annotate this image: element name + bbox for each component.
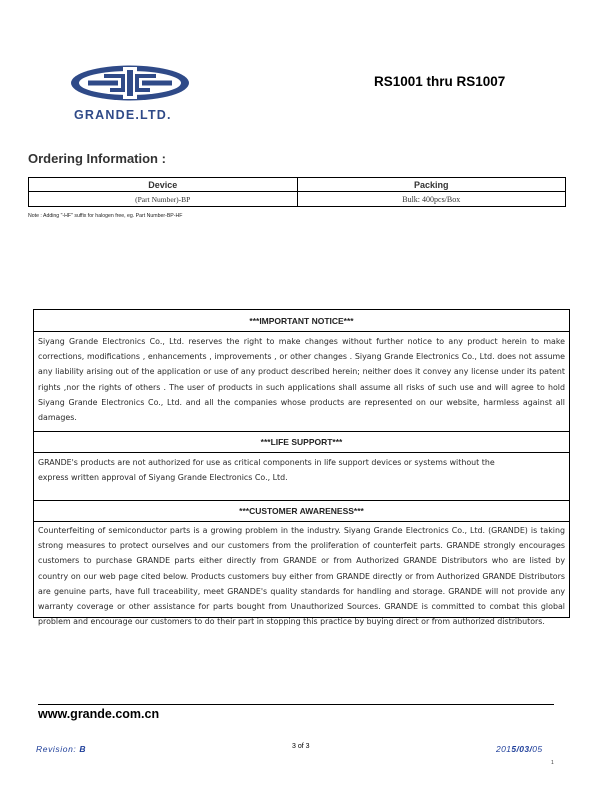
customer-awareness-body: Counterfeiting of semiconductor parts is a growing problem in the industry. Siyang Grande Electronics Co., Ltd. (GRANDE) is taking strong measures to protect ourselves and our customers from the proliferation of counterfeit parts. GRANDE strongly encourages customers to purchase GRANDE parts either directly from GRANDE or from Authorized GRANDE Distributors who are listed by country on our web page cited below. Products customers buy either from GRANDE directly or from Authorized GRANDE Distributors are genuine parts, have full traceability, meet GRANDE's quality standards for handling and storage. GRANDE will not provide any warranty coverage or other assistance for parts bought from Unauthorized Sources. GRANDE is committed to combat this global problem and encourage our customers to do their part in stopping this practice by buying direct or from authorized distributors. xyxy=(38,526,565,627)
table-row xyxy=(29,192,565,206)
important-notice-body: Siyang Grande Electronics Co., Ltd. reserves the right to make changes without further notice to any product herein to make corrections, modifications , enhancements , improvements , or other changes . Siyang Grande Electronics Co., Ltd. does not assume any liability arising out of the application or use of any product described herein; neither does it convey any license under its patent rights ,nor the rights of others . The user of products in such applications shall assume all risks of such use and will agree to hold Siyang Grande Electronics Co., Ltd. and all the companies whose products are represented on our website, harmless against all damages. xyxy=(34,332,569,432)
corner-number: 1 xyxy=(551,760,554,766)
date-bold: 5/03/ xyxy=(511,744,533,754)
column-header-packing: Packing xyxy=(413,179,449,190)
halogen-free-note: Note : Adding "-HF" suffix for halogen free, eg. Part Number-BP-HF xyxy=(28,213,183,219)
packing-cell: Bulk: 400pcs/Box xyxy=(402,194,461,204)
column-header-device: Device xyxy=(29,178,298,191)
important-notice-title: ***IMPORTANT NOTICE*** xyxy=(34,310,569,332)
company-name: GRANDE.LTD. xyxy=(74,108,172,122)
revision-date xyxy=(496,744,543,754)
footer-divider xyxy=(38,704,554,705)
notice-box xyxy=(33,309,570,627)
ordering-table xyxy=(28,177,566,207)
life-support-line-1: GRANDE's products are not authorized for use as critical components in life support devices or systems without the xyxy=(38,458,495,467)
page-number: 3 of 3 xyxy=(292,743,310,750)
life-support-title: ***LIFE SUPPORT*** xyxy=(34,432,569,453)
website-link[interactable]: www.grande.com.cn xyxy=(38,707,160,721)
life-support-line-2: express written approval of Siyang Grande Electronics Co., Ltd. xyxy=(38,473,288,483)
life-support-body xyxy=(34,453,569,501)
device-cell: (Part Number)-BP xyxy=(29,192,298,206)
revision-value: B xyxy=(79,744,87,754)
revision-label xyxy=(36,744,86,754)
date-year: 201 xyxy=(496,744,512,754)
ordering-heading: Ordering Information : xyxy=(28,151,166,166)
date-day: 05 xyxy=(532,744,543,754)
revision-text: Revision: xyxy=(36,744,80,754)
table-header-row xyxy=(29,178,565,192)
document-title: RS1001 thru RS1007 xyxy=(374,74,506,89)
customer-awareness-title: ***CUSTOMER AWARENESS*** xyxy=(34,501,569,522)
